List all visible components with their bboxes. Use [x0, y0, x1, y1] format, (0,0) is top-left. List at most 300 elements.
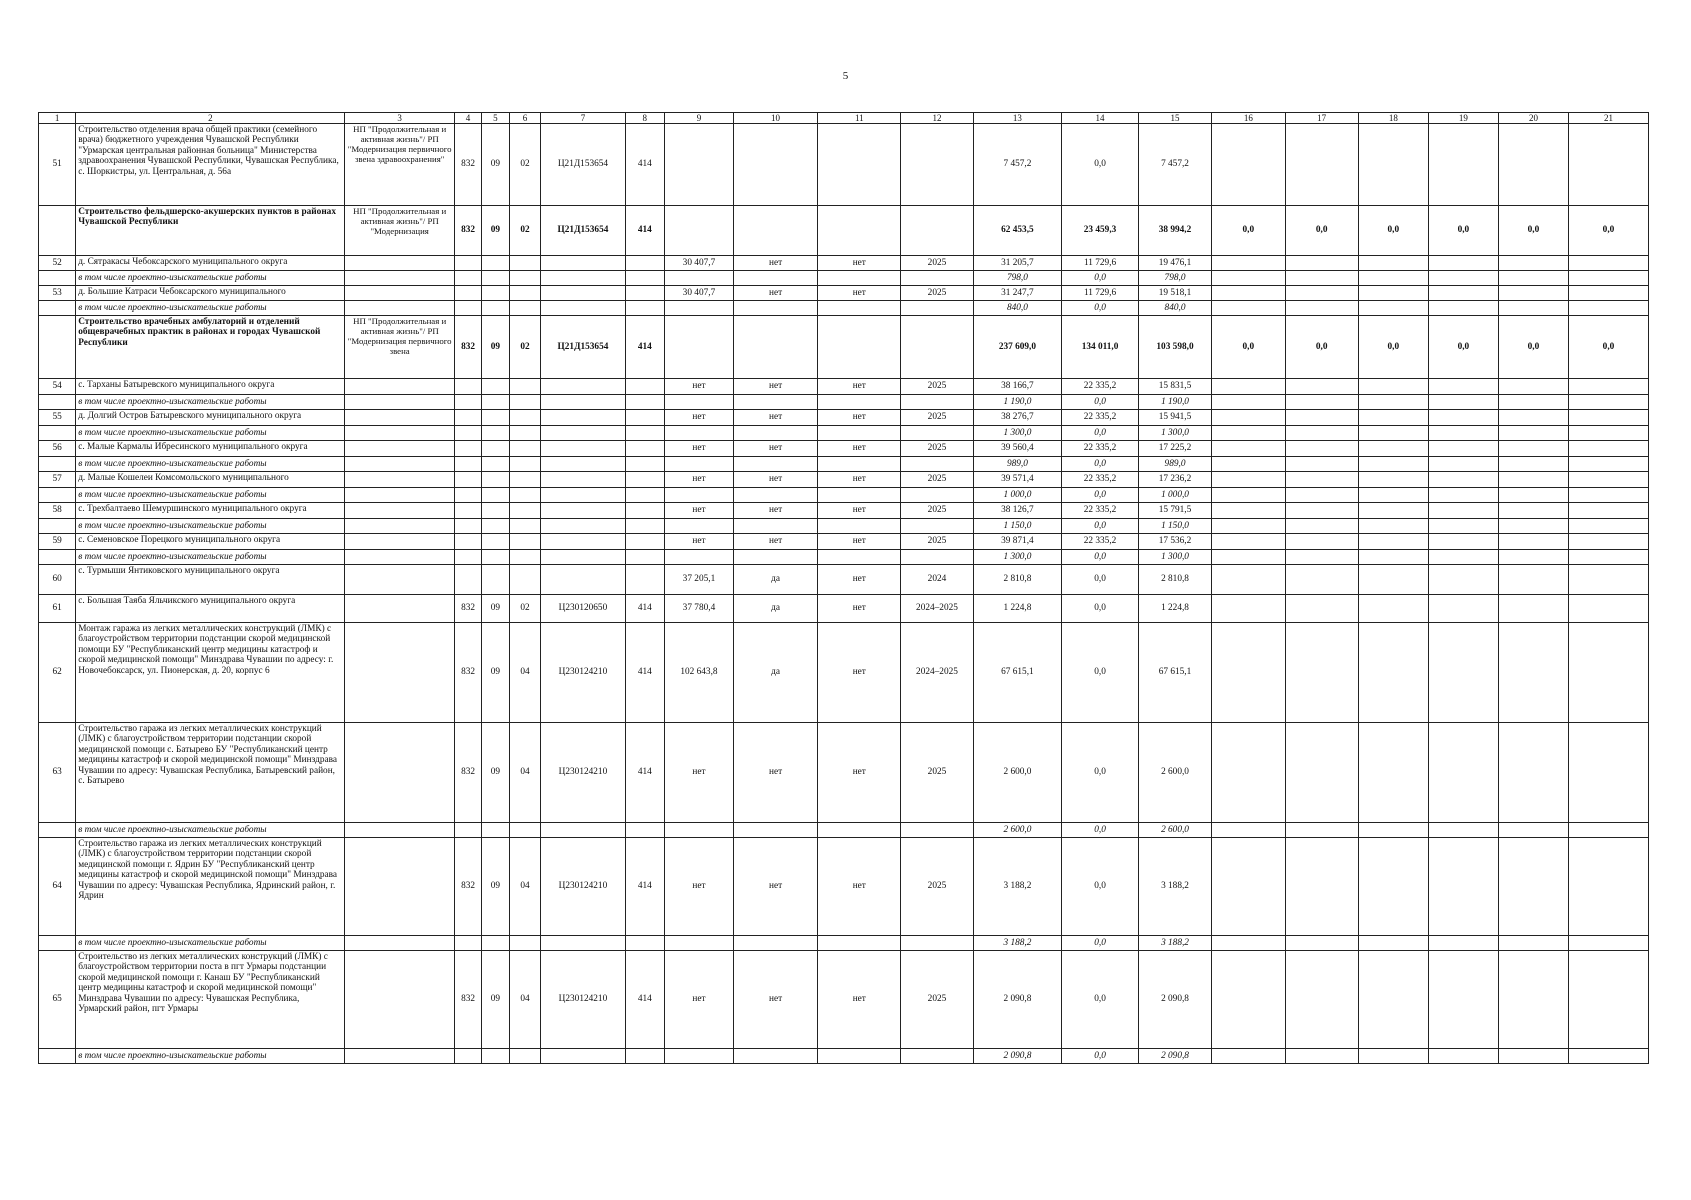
cell-col-1: 64: [39, 838, 76, 936]
cell-col-9: 102 643,8: [664, 623, 733, 723]
column-header-19: 19: [1428, 113, 1498, 124]
table-row: [39, 286, 1649, 301]
cell-col-7: [541, 534, 625, 550]
cell-col-7: Ц230124210: [541, 951, 625, 1049]
cell-col-8: [625, 519, 664, 534]
cell-col-18: [1358, 595, 1428, 623]
cell-col-15: 7 457,2: [1138, 124, 1211, 206]
cell-col-3: [345, 534, 454, 550]
cell-col-6: [509, 488, 541, 503]
cell-col-12: 2025: [901, 256, 973, 271]
cell-col-7: Ц230124210: [541, 838, 625, 936]
cell-col-18: [1358, 410, 1428, 426]
cell-col-19: [1428, 623, 1498, 723]
cell-col-18: [1358, 286, 1428, 301]
cell-col-8: [625, 565, 664, 595]
cell-col-11: [818, 488, 901, 503]
cell-col-20: [1498, 823, 1568, 838]
cell-col-8: 414: [625, 951, 664, 1049]
cell-col-21: [1568, 723, 1648, 823]
cell-col-7: [541, 519, 625, 534]
cell-col-11: [818, 301, 901, 316]
cell-col-7: [541, 1049, 625, 1064]
cell-col-8: [625, 534, 664, 550]
cell-col-5: 09: [482, 838, 509, 936]
cell-col-9: [664, 488, 733, 503]
cell-col-12: [901, 936, 973, 951]
cell-col-15: 798,0: [1138, 271, 1211, 286]
cell-col-2: в том числе проектно-изыскательские работы: [76, 1049, 345, 1064]
table-row: [39, 503, 1649, 519]
cell-col-11: [818, 550, 901, 565]
cell-col-16: 0,0: [1212, 316, 1285, 379]
cell-col-16: [1212, 472, 1285, 488]
cell-col-19: [1428, 256, 1498, 271]
cell-col-2: Строительство отделения врача общей практики (семейного врача) бюджетного учреждения Чувашской Республики "Урмарская центральная районная больница" Министерства здравоохранения Чувашской Республики, Чувашская Республика, с. Шоркистры, ул. Центральная, д. 56а: [76, 124, 345, 206]
cell-col-4: [454, 488, 481, 503]
cell-col-1: [39, 301, 76, 316]
table-row: [39, 124, 1649, 206]
cell-col-19: [1428, 565, 1498, 595]
cell-col-1: [39, 488, 76, 503]
cell-col-14: 0,0: [1062, 936, 1139, 951]
cell-col-17: [1285, 441, 1358, 457]
cell-col-12: 2025: [901, 379, 973, 395]
cell-col-18: [1358, 457, 1428, 472]
cell-col-3: [345, 1049, 454, 1064]
cell-col-15: 3 188,2: [1138, 936, 1211, 951]
cell-col-6: [509, 519, 541, 534]
cell-col-10: нет: [733, 472, 817, 488]
cell-col-15: 2 600,0: [1138, 723, 1211, 823]
cell-col-8: [625, 457, 664, 472]
cell-col-8: [625, 823, 664, 838]
cell-col-3: [345, 823, 454, 838]
cell-col-19: [1428, 379, 1498, 395]
table-row: [39, 565, 1649, 595]
cell-col-17: [1285, 379, 1358, 395]
table-row: [39, 595, 1649, 623]
cell-col-10: нет: [733, 286, 817, 301]
cell-col-3: [345, 457, 454, 472]
cell-col-8: 414: [625, 316, 664, 379]
cell-col-4: 832: [454, 206, 481, 256]
cell-col-10: [733, 550, 817, 565]
cell-col-16: [1212, 256, 1285, 271]
cell-col-19: [1428, 286, 1498, 301]
budget-table: [38, 112, 1649, 1064]
subtotal-row: [39, 395, 1649, 410]
column-header-9: 9: [664, 113, 733, 124]
cell-col-19: [1428, 1049, 1498, 1064]
cell-col-7: Ц230124210: [541, 623, 625, 723]
cell-col-12: [901, 457, 973, 472]
cell-col-2: Строительство фельдшерско-акушерских пунктов в районах Чувашской Республики: [76, 206, 345, 256]
cell-col-20: [1498, 595, 1568, 623]
cell-col-1: [39, 1049, 76, 1064]
cell-col-16: [1212, 379, 1285, 395]
cell-col-13: 7 457,2: [973, 124, 1062, 206]
cell-col-6: 02: [509, 595, 541, 623]
cell-col-16: [1212, 271, 1285, 286]
cell-col-11: нет: [818, 951, 901, 1049]
cell-col-11: [818, 316, 901, 379]
cell-col-10: [733, 823, 817, 838]
cell-col-2: в том числе проектно-изыскательские работы: [76, 936, 345, 951]
cell-col-9: [664, 1049, 733, 1064]
cell-col-15: 2 810,8: [1138, 565, 1211, 595]
cell-col-3: [345, 838, 454, 936]
cell-col-16: [1212, 301, 1285, 316]
cell-col-9: [664, 395, 733, 410]
cell-col-10: нет: [733, 410, 817, 426]
cell-col-20: [1498, 951, 1568, 1049]
cell-col-14: 22 335,2: [1062, 410, 1139, 426]
cell-col-17: [1285, 395, 1358, 410]
cell-col-2: с. Большая Таяба Яльчикского муниципального округа: [76, 595, 345, 623]
cell-col-7: [541, 379, 625, 395]
cell-col-20: [1498, 472, 1568, 488]
cell-col-8: [625, 271, 664, 286]
cell-col-21: [1568, 550, 1648, 565]
cell-col-18: 0,0: [1358, 316, 1428, 379]
cell-col-9: [664, 271, 733, 286]
column-header-4: 4: [454, 113, 481, 124]
cell-col-16: [1212, 426, 1285, 441]
cell-col-16: [1212, 595, 1285, 623]
cell-col-21: [1568, 488, 1648, 503]
cell-col-11: [818, 124, 901, 206]
cell-col-10: [733, 519, 817, 534]
cell-col-18: [1358, 472, 1428, 488]
cell-col-10: да: [733, 565, 817, 595]
cell-col-4: 832: [454, 595, 481, 623]
cell-col-2: с. Семеновское Порецкого муниципального округа: [76, 534, 345, 550]
cell-col-3: [345, 519, 454, 534]
cell-col-3: НП "Продолжительная и активная жизнь"/ РП "Модернизация первичного звена: [345, 316, 454, 379]
cell-col-11: [818, 271, 901, 286]
cell-col-5: [482, 823, 509, 838]
cell-col-9: нет: [664, 472, 733, 488]
cell-col-4: 832: [454, 623, 481, 723]
cell-col-9: [664, 936, 733, 951]
cell-col-18: [1358, 1049, 1428, 1064]
cell-col-10: [733, 936, 817, 951]
cell-col-4: [454, 936, 481, 951]
cell-col-14: 0,0: [1062, 271, 1139, 286]
cell-col-5: [482, 503, 509, 519]
cell-col-9: нет: [664, 723, 733, 823]
cell-col-1: [39, 457, 76, 472]
cell-col-6: [509, 301, 541, 316]
cell-col-3: [345, 472, 454, 488]
cell-col-21: [1568, 457, 1648, 472]
cell-col-6: 04: [509, 838, 541, 936]
cell-col-19: 0,0: [1428, 206, 1498, 256]
cell-col-4: 832: [454, 124, 481, 206]
cell-col-14: 0,0: [1062, 519, 1139, 534]
cell-col-17: [1285, 936, 1358, 951]
cell-col-8: [625, 1049, 664, 1064]
cell-col-18: [1358, 256, 1428, 271]
cell-col-8: [625, 426, 664, 441]
cell-col-21: [1568, 1049, 1648, 1064]
cell-col-14: 22 335,2: [1062, 441, 1139, 457]
cell-col-20: [1498, 723, 1568, 823]
cell-col-17: [1285, 1049, 1358, 1064]
cell-col-6: 04: [509, 723, 541, 823]
cell-col-16: [1212, 565, 1285, 595]
cell-col-8: [625, 256, 664, 271]
column-header-18: 18: [1358, 113, 1428, 124]
cell-col-8: [625, 410, 664, 426]
cell-col-8: [625, 301, 664, 316]
cell-col-2: д. Малые Кошелеи Комсомольского муниципального: [76, 472, 345, 488]
cell-col-13: 989,0: [973, 457, 1062, 472]
cell-col-18: [1358, 271, 1428, 286]
cell-col-20: [1498, 565, 1568, 595]
cell-col-18: [1358, 124, 1428, 206]
cell-col-13: 62 453,5: [973, 206, 1062, 256]
cell-col-5: [482, 286, 509, 301]
cell-col-15: 1 224,8: [1138, 595, 1211, 623]
column-header-11: 11: [818, 113, 901, 124]
cell-col-4: [454, 503, 481, 519]
cell-col-10: [733, 1049, 817, 1064]
subtotal-row: [39, 301, 1649, 316]
cell-col-13: 798,0: [973, 271, 1062, 286]
cell-col-14: 0,0: [1062, 395, 1139, 410]
cell-col-11: нет: [818, 838, 901, 936]
cell-col-14: 22 335,2: [1062, 472, 1139, 488]
cell-col-16: [1212, 1049, 1285, 1064]
cell-col-14: 0,0: [1062, 488, 1139, 503]
cell-col-10: да: [733, 595, 817, 623]
cell-col-1: [39, 316, 76, 379]
subtotal-row: [39, 519, 1649, 534]
cell-col-17: [1285, 503, 1358, 519]
cell-col-10: [733, 457, 817, 472]
cell-col-5: [482, 488, 509, 503]
cell-col-20: [1498, 457, 1568, 472]
cell-col-7: [541, 488, 625, 503]
cell-col-7: [541, 457, 625, 472]
cell-col-13: 2 600,0: [973, 823, 1062, 838]
cell-col-4: [454, 426, 481, 441]
cell-col-20: [1498, 488, 1568, 503]
cell-col-2: в том числе проектно-изыскательские работы: [76, 823, 345, 838]
cell-col-12: 2025: [901, 534, 973, 550]
cell-col-6: [509, 503, 541, 519]
cell-col-6: [509, 550, 541, 565]
cell-col-13: 38 166,7: [973, 379, 1062, 395]
cell-col-6: [509, 426, 541, 441]
cell-col-2: с. Трехбалтаево Шемуршинского муниципального округа: [76, 503, 345, 519]
cell-col-17: [1285, 550, 1358, 565]
cell-col-21: [1568, 951, 1648, 1049]
cell-col-2: Монтаж гаража из легких металлических конструкций (ЛМК) с благоустройством территории подстанции скорой медицинской помощи БУ "Республиканский центр медицины катастроф и скорой медицинской помощи" Минздрава Чувашии по адресу: г. Новочебоксарск, ул. Пионерская, д. 20, корпус 6: [76, 623, 345, 723]
cell-col-13: 39 571,4: [973, 472, 1062, 488]
cell-col-8: 414: [625, 623, 664, 723]
cell-col-19: 0,0: [1428, 316, 1498, 379]
table-row: [39, 441, 1649, 457]
cell-col-19: [1428, 951, 1498, 1049]
cell-col-16: [1212, 519, 1285, 534]
column-header-15: 15: [1138, 113, 1211, 124]
cell-col-17: 0,0: [1285, 316, 1358, 379]
cell-col-19: [1428, 410, 1498, 426]
cell-col-1: 57: [39, 472, 76, 488]
cell-col-17: [1285, 256, 1358, 271]
column-header-12: 12: [901, 113, 973, 124]
cell-col-4: [454, 379, 481, 395]
column-header-14: 14: [1062, 113, 1139, 124]
cell-col-1: 65: [39, 951, 76, 1049]
cell-col-3: [345, 379, 454, 395]
column-header-21: 21: [1568, 113, 1648, 124]
cell-col-11: нет: [818, 441, 901, 457]
cell-col-12: 2025: [901, 503, 973, 519]
cell-col-2: в том числе проектно-изыскательские работы: [76, 271, 345, 286]
cell-col-10: нет: [733, 503, 817, 519]
cell-col-13: 3 188,2: [973, 936, 1062, 951]
cell-col-7: [541, 441, 625, 457]
cell-col-8: 414: [625, 838, 664, 936]
cell-col-3: [345, 301, 454, 316]
cell-col-15: 17 236,2: [1138, 472, 1211, 488]
subtotal-row: [39, 550, 1649, 565]
cell-col-12: [901, 488, 973, 503]
cell-col-17: [1285, 723, 1358, 823]
cell-col-15: 840,0: [1138, 301, 1211, 316]
cell-col-12: 2024–2025: [901, 595, 973, 623]
cell-col-8: 414: [625, 206, 664, 256]
cell-col-19: [1428, 503, 1498, 519]
cell-col-14: 11 729,6: [1062, 256, 1139, 271]
cell-col-14: 0,0: [1062, 951, 1139, 1049]
cell-col-11: нет: [818, 534, 901, 550]
cell-col-20: 0,0: [1498, 316, 1568, 379]
cell-col-20: [1498, 301, 1568, 316]
cell-col-20: [1498, 519, 1568, 534]
subtotal-row: [39, 457, 1649, 472]
cell-col-9: нет: [664, 503, 733, 519]
column-header-16: 16: [1212, 113, 1285, 124]
cell-col-14: 22 335,2: [1062, 379, 1139, 395]
cell-col-18: [1358, 301, 1428, 316]
cell-col-11: [818, 457, 901, 472]
cell-col-16: [1212, 286, 1285, 301]
cell-col-4: 832: [454, 723, 481, 823]
cell-col-11: [818, 519, 901, 534]
cell-col-1: 58: [39, 503, 76, 519]
cell-col-4: [454, 410, 481, 426]
cell-col-21: [1568, 286, 1648, 301]
cell-col-20: [1498, 503, 1568, 519]
cell-col-10: [733, 488, 817, 503]
cell-col-13: 38 276,7: [973, 410, 1062, 426]
cell-col-15: 2 600,0: [1138, 823, 1211, 838]
cell-col-20: [1498, 379, 1568, 395]
column-header-1: 1: [39, 113, 76, 124]
column-header-20: 20: [1498, 113, 1568, 124]
cell-col-17: [1285, 623, 1358, 723]
cell-col-7: Ц230120650: [541, 595, 625, 623]
cell-col-1: 56: [39, 441, 76, 457]
cell-col-12: [901, 206, 973, 256]
cell-col-7: [541, 823, 625, 838]
cell-col-4: [454, 472, 481, 488]
cell-col-14: 0,0: [1062, 565, 1139, 595]
cell-col-4: [454, 534, 481, 550]
cell-col-21: [1568, 379, 1648, 395]
cell-col-14: 0,0: [1062, 457, 1139, 472]
cell-col-10: нет: [733, 723, 817, 823]
cell-col-5: [482, 534, 509, 550]
cell-col-7: Ц21Д153654: [541, 206, 625, 256]
cell-col-10: нет: [733, 534, 817, 550]
cell-col-13: 2 090,8: [973, 951, 1062, 1049]
cell-col-18: [1358, 838, 1428, 936]
cell-col-20: [1498, 124, 1568, 206]
cell-col-19: [1428, 271, 1498, 286]
cell-col-12: 2025: [901, 838, 973, 936]
cell-col-18: [1358, 379, 1428, 395]
cell-col-9: [664, 301, 733, 316]
cell-col-2: Строительство гаража из легких металлических конструкций (ЛМК) с благоустройством территории подстанции скорой медицинской помощи с. Батырево БУ "Республиканский центр медицины катастроф и скорой медицинской помощи" Минздрава Чувашии по адресу: Чувашская Республика, Батыревский район, с. Батырево: [76, 723, 345, 823]
cell-col-3: НП "Продолжительная и активная жизнь"/ РП "Модернизация первичного звена здравоохранения": [345, 124, 454, 206]
cell-col-13: 31 205,7: [973, 256, 1062, 271]
cell-col-21: 0,0: [1568, 206, 1648, 256]
cell-col-6: 02: [509, 206, 541, 256]
cell-col-1: 61: [39, 595, 76, 623]
table-row: [39, 379, 1649, 395]
cell-col-21: [1568, 410, 1648, 426]
cell-col-9: [664, 124, 733, 206]
cell-col-11: нет: [818, 565, 901, 595]
cell-col-15: 1 000,0: [1138, 488, 1211, 503]
cell-col-11: нет: [818, 623, 901, 723]
cell-col-9: [664, 206, 733, 256]
cell-col-3: [345, 623, 454, 723]
cell-col-10: нет: [733, 951, 817, 1049]
cell-col-7: [541, 256, 625, 271]
cell-col-15: 103 598,0: [1138, 316, 1211, 379]
cell-col-13: 2 090,8: [973, 1049, 1062, 1064]
cell-col-5: [482, 1049, 509, 1064]
cell-col-19: [1428, 124, 1498, 206]
column-header-8: 8: [625, 113, 664, 124]
cell-col-4: [454, 1049, 481, 1064]
cell-col-4: [454, 301, 481, 316]
cell-col-6: [509, 823, 541, 838]
cell-col-10: да: [733, 623, 817, 723]
cell-col-2: Строительство из легких металлических конструкций (ЛМК) с благоустройством территории поста в пгт Урмары подстанции скорой медицинской помощи г. Канаш БУ "Республиканский центр медицины катастроф и скорой медицинской помощи" Минздрава Чувашии по адресу: Чувашская Республика, Урмарский район, пгт Урмары: [76, 951, 345, 1049]
cell-col-21: [1568, 124, 1648, 206]
cell-col-6: [509, 565, 541, 595]
cell-col-15: 19 476,1: [1138, 256, 1211, 271]
cell-col-20: [1498, 426, 1568, 441]
cell-col-21: [1568, 623, 1648, 723]
cell-col-11: нет: [818, 723, 901, 823]
cell-col-19: [1428, 457, 1498, 472]
cell-col-2: д. Долгий Остров Батыревского муниципального округа: [76, 410, 345, 426]
cell-col-5: [482, 395, 509, 410]
cell-col-20: [1498, 441, 1568, 457]
cell-col-5: [482, 410, 509, 426]
cell-col-4: [454, 256, 481, 271]
subtotal-row: [39, 426, 1649, 441]
